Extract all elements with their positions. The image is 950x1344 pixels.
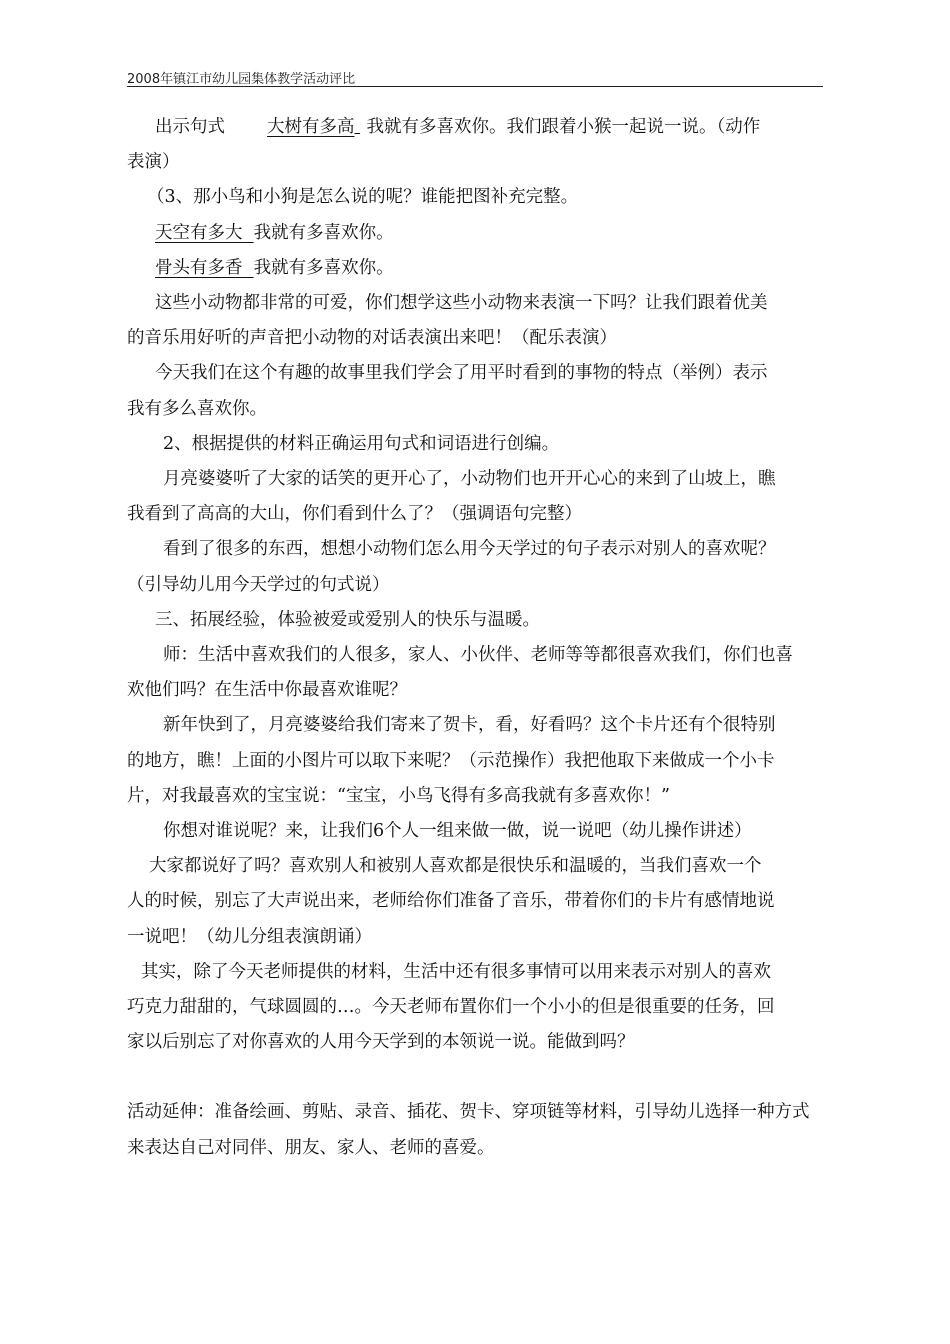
paragraph-line: 来表达自己对同伴、朋友、家人、老师的喜爱。: [127, 1137, 495, 1158]
paragraph-line: 其实，除了今天老师提供的材料，生活中还有很多事情可以用来表示对别人的喜欢: [141, 961, 771, 982]
underlined-phrase: 大树有多高: [267, 117, 355, 137]
paragraph-line: 一说吧！（幼儿分组表演朗诵）: [127, 926, 372, 947]
paragraph-line: 人的时候，别忘了大声说出来，老师给你们准备了音乐，带着你们的卡片有感情地说: [127, 891, 775, 912]
paragraph-line: 的地方，瞧！上面的小图片可以取下来呢？（示范操作）我把他取下来做成一个小卡: [127, 750, 775, 771]
paragraph-line: 看到了很多的东西，想想小动物们怎么用今天学过的句子表示对别人的喜欢呢？: [163, 539, 776, 560]
paragraph-line: 三、拓展经验，体验被爱或爱别人的快乐与温暖。: [155, 609, 540, 630]
paragraph-line: 片，对我最喜欢的宝宝说：“宝宝，小鸟飞得有多高我就有多喜欢你！”: [127, 785, 670, 806]
underlined-phrase: 天空有多大: [155, 222, 243, 243]
paragraph-line: 月亮婆婆听了大家的话笑的更开心了，小动物们也开开心心的来到了山坡上，瞧: [163, 469, 776, 490]
underlined-phrase: 骨头有多香: [155, 257, 243, 278]
paragraph-line: 欢他们吗？在生活中你最喜欢谁呢？: [127, 680, 407, 701]
paragraph-line: [127, 110, 823, 145]
paragraph-line: 我看到了高高的大山，你们看到什么了？（强调语句完整）: [127, 504, 582, 525]
line-text: 我就有多喜欢你。: [253, 257, 394, 278]
paragraph-line: 今天我们在这个有趣的故事里我们学会了用平时看到的事物的特点（举例）表示: [155, 363, 768, 384]
document-header: 2008年镇江市幼儿园集体教学活动评比: [127, 72, 356, 87]
paragraph-line: 家以后别忘了对你喜欢的人用今天学到的本领说一说。能做到吗？: [127, 1032, 635, 1053]
paragraph-line: 活动延伸：准备绘画、剪贴、录音、插花、贺卡、穿项链等材料，引导幼儿选择一种方式: [127, 1102, 810, 1123]
paragraph-line: 我有多么喜欢你。: [127, 398, 267, 419]
paragraph-line: 2、根据提供的材料正确运用句式和词语进行创编。: [163, 433, 560, 454]
document-body: [127, 110, 823, 1166]
paragraph-line: 巧克力甜甜的，气球圆圆的…。今天老师布置你们一个小小的但是很重要的任务，回: [127, 997, 775, 1018]
paragraph-line: （3、那小鸟和小狗是怎么说的呢？谁能把图补充完整。: [147, 187, 579, 208]
paragraph-line: [127, 251, 823, 286]
paragraph-line: 你想对谁说呢？来，让我们6个人一组来做一做，说一说吧（幼儿操作讲述）: [163, 821, 752, 842]
line-text: 我就有多喜欢你。我们跟着小猴一起说一说。（动作: [366, 117, 761, 137]
line-text: 出示句式: [155, 117, 225, 137]
paragraph-line: 师：生活中喜欢我们的人很多，家人、小伙伴、老师等等都很喜欢我们，你们也喜: [163, 645, 793, 666]
paragraph-line: 大家都说好了吗？喜欢别人和被别人喜欢都是很快乐和温暖的，当我们喜欢一个: [149, 856, 762, 877]
paragraph-line: 新年快到了，月亮婆婆给我们寄来了贺卡，看，好看吗？这个卡片还有个很特别: [163, 715, 776, 736]
paragraph-line: [127, 216, 823, 251]
line-text: 我就有多喜欢你。: [253, 222, 394, 243]
paragraph-line: 这些小动物都非常的可爱，你们想学这些小动物来表演一下吗？让我们跟着优美: [155, 293, 768, 314]
paragraph-line: 表演）: [127, 152, 180, 173]
paragraph-line: 的音乐用好听的声音把小动物的对话表演出来吧！（配乐表演）: [127, 328, 617, 349]
header-divider: [127, 86, 823, 87]
paragraph-gap: [127, 1060, 823, 1095]
paragraph-line: （引导幼儿用今天学过的句式说）: [127, 574, 390, 595]
